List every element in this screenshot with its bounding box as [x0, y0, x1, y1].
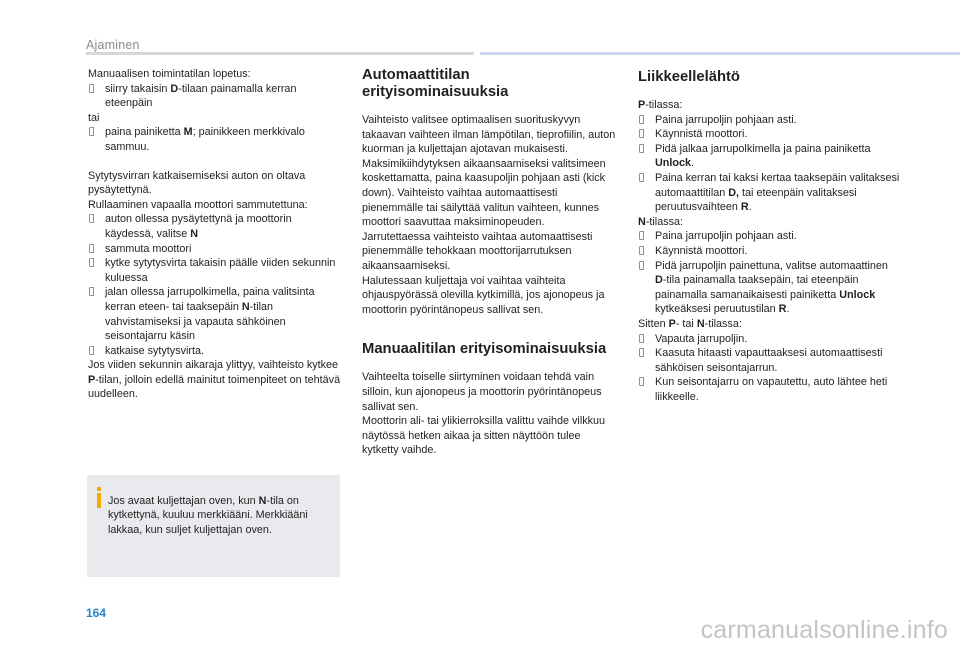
- p-mode-label: P-tilassa:: [638, 99, 683, 111]
- bullet-marker: [89, 285, 94, 300]
- list-item: Käynnistä moottori.: [638, 127, 900, 142]
- bullet-marker: [639, 142, 644, 157]
- bullet-marker: [89, 242, 94, 257]
- info-icon: [97, 487, 101, 508]
- paragraph: Maksimikiihdytyksen aikaansaamiseksi valitsimeen koskettamatta, paina kaasupoljin pohjaan asti (kick down). Vaihteisto vaihtaa automaattisesti pienemmälle tai säilyttää valitun vaihteen, kunnes moottori saavuttaa maksiminopeuden.: [362, 157, 606, 229]
- list-item: siirry takaisin D-tilaan painamalla kerran eteenpäin: [88, 82, 342, 111]
- list-item: Pidä jalkaa jarrupolkimella ja paina painiketta Unlock.: [638, 142, 900, 171]
- bullet-marker: [89, 256, 94, 271]
- heading-starting-off: Liikkeellelähtö: [638, 69, 740, 85]
- paragraph: Moottorin ali- tai ylikierroksilla valittu vaihde vilkkuu näytössä hetken aikaa ja sitten näyttöön tulee kytketty vaihde.: [362, 415, 606, 457]
- list-item: kytke sytytysvirta takaisin päälle viiden sekunnin kuluessa: [88, 256, 342, 285]
- bullet-marker: [639, 259, 644, 274]
- list-item: katkaise sytytysvirta.: [88, 344, 342, 359]
- bullet-marker: [89, 82, 94, 97]
- paragraph: Jarrutettaessa vaihteisto vaihtaa automaattisesti pienemmälle tehokkaan moottorijarrutuksen aikaansaamiseksi.: [362, 230, 593, 272]
- column-middle: [362, 67, 617, 458]
- heading-manual-mode: Manuaalitilan erityisominaisuuksia: [362, 341, 607, 358]
- page-number: 164: [86, 606, 107, 620]
- bullet-marker: [89, 212, 94, 227]
- bullet-marker: [639, 375, 644, 390]
- section-title: Ajaminen: [86, 38, 140, 52]
- then-mode-label: Sitten P- tai N-tilassa:: [638, 317, 742, 330]
- list-item: Vapauta jarrupoljin.: [638, 332, 900, 347]
- paragraph: Halutessaan kuljettaja voi vaihtaa vaihteita ohjauspyörässä olevilla kytkimillä, jos ajonopeus ja moottorin pyörintänopeus sallivat sen.: [362, 274, 605, 316]
- header-divider-right: [480, 52, 960, 55]
- info-note-box: [87, 475, 340, 577]
- list-item: Kun seisontajarru on vapautettu, auto lähtee heti liikkeelle.: [638, 375, 900, 404]
- bullet-marker: [639, 229, 644, 244]
- paragraph: Jos viiden sekunnin aikaraja ylittyy, vaihteisto kytkee P-tilan, jolloin edellä mainitut toimenpiteet on tehtävä uudelleen.: [88, 359, 341, 401]
- bullet-marker: [639, 346, 644, 361]
- n-mode-label: N-tilassa:: [638, 215, 684, 228]
- paragraph: Vaihteelta toiselle siirtyminen voidaan tehdä vain silloin, kun ajonopeus ja moottorin pyörintänopeus sallivat sen.: [362, 371, 602, 413]
- list-item: Paina jarrupoljin pohjaan asti.: [638, 113, 900, 128]
- watermark: carmanualsonline.info: [700, 616, 948, 644]
- list-item: jalan ollessa jarrupolkimella, paina valitsinta kerran eteen- tai taaksepäin N-tilan vahvistamiseksi ja vapauta sähköinen seisontajarru käsin: [88, 285, 342, 343]
- paragraph: Vaihteisto valitsee optimaalisen suorituskyvyn takaavan vaihteen ilman lämpötilan, tieprofiilin, auton kuorman ja kuljettajan ajotavan mukaisesti.: [362, 114, 616, 156]
- column-left: [88, 67, 342, 402]
- heading-automatic-mode: Automaattitilan erityisominaisuuksia: [362, 67, 509, 100]
- list-item: Käynnistä moottori.: [638, 244, 900, 259]
- bullet-marker: [639, 113, 644, 128]
- list-item: paina painiketta M; painikkeen merkkivalo sammuu.: [88, 125, 342, 154]
- list-item: Kaasuta hitaasti vapauttaaksesi automaattisesti sähköisen seisontajarrun.: [638, 346, 900, 375]
- bullet-marker: [89, 125, 94, 140]
- or-text: tai: [88, 111, 100, 124]
- bullet-marker: [89, 344, 94, 359]
- list-item: sammuta moottori: [88, 242, 342, 257]
- list-item: auton ollessa pysäytettynä ja moottorin käydessä, valitse N: [88, 212, 342, 241]
- bullet-marker: [639, 127, 644, 142]
- manual-mode-exit-intro: Manuaalisen toimintatilan lopetus:: [88, 68, 251, 80]
- list-item: Paina jarrupoljin pohjaan asti.: [638, 229, 900, 244]
- paragraph: Rullaaminen vapaalla moottori sammutettuna:: [88, 198, 308, 211]
- list-item: Pidä jarrupoljin painettuna, valitse automaattinen D-tila painamalla taaksepäin, tai eteenpäin painamalla samanaikaisesti painiketta Unlock kytkeäksesi peruutustilan R.: [638, 259, 900, 317]
- column-right: [638, 67, 900, 404]
- bullet-marker: [639, 332, 644, 347]
- bullet-marker: [639, 171, 644, 186]
- bullet-marker: [639, 244, 644, 259]
- paragraph: Sytytysvirran katkaisemiseksi auton on oltava pysäytettynä.: [88, 169, 306, 197]
- info-note-text: Jos avaat kuljettajan oven, kun N-tila on kytkettynä, kuuluu merkkiääni. Merkkiääni lakkaa, kun suljet kuljettajan oven.: [108, 494, 308, 536]
- list-item: Paina kerran tai kaksi kertaa taaksepäin valitaksesi automaattitilan D, tai eteenpäin valitaksesi peruutusvaihteen R.: [638, 171, 900, 215]
- header-divider-left: [86, 52, 474, 55]
